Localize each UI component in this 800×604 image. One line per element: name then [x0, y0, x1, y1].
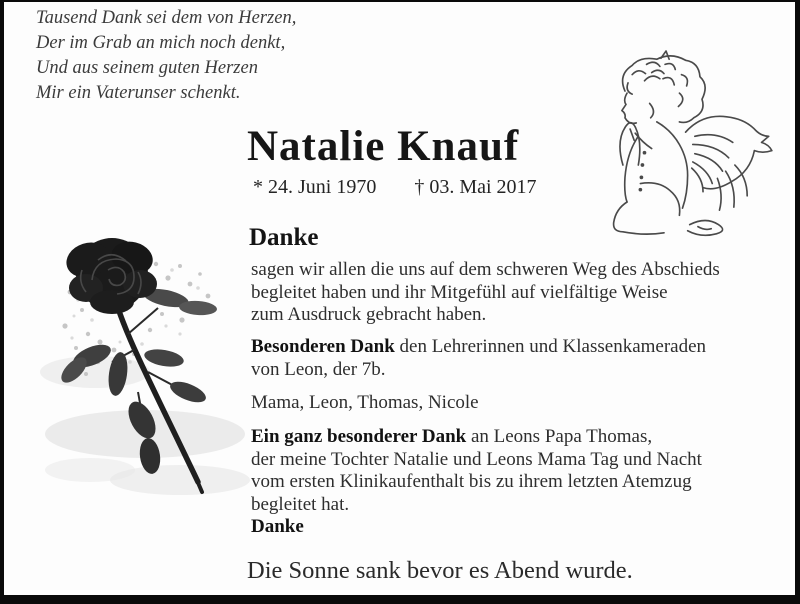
text-line: begleitet haben und ihr Mitgefühl auf vielfältige Weise — [251, 281, 668, 303]
text-line: vom ersten Klinikaufenthalt bis zu ihrem letzten Atemzug — [251, 471, 692, 492]
general-thanks-paragraph — [251, 259, 720, 327]
text-span: den Lehrerinnen und Klassenkameraden — [394, 336, 707, 357]
poem-line: Mir ein Vaterunser schenkt. — [36, 83, 241, 103]
text-span: an Leons Papa Thomas, — [466, 426, 653, 447]
text-line: der meine Tochter Natalie und Leons Mama Tag und Nacht — [251, 448, 702, 470]
text-line — [251, 426, 702, 449]
death-date: † 03. Mai 2017 — [414, 176, 537, 198]
memorial-poem — [36, 6, 296, 106]
deceased-name: Natalie Knauf — [247, 123, 520, 170]
poem-line: Der im Grab an mich noch denkt, — [36, 33, 286, 53]
life-dates — [253, 176, 537, 199]
text-line — [251, 336, 706, 359]
birth-date: * 24. Juni 1970 — [253, 176, 377, 198]
closing-danke: Danke — [251, 516, 304, 537]
personal-thanks-paragraph — [251, 426, 702, 539]
scan-edge-top — [0, 0, 800, 2]
personal-thanks-lead: Ein ganz besonderer Dank — [251, 426, 467, 447]
poem-line: Und aus seinem guten Herzen — [36, 58, 258, 78]
family-signature: Mama, Leon, Thomas, Nicole — [251, 392, 479, 413]
scan-edge-left — [0, 0, 4, 604]
special-thanks-lead: Besonderen Dank — [251, 336, 395, 357]
text-line: von Leon, der 7b. — [251, 358, 386, 380]
closing-motto: Die Sonne sank bevor es Abend wurde. — [247, 557, 633, 584]
text-line: zum Ausdruck gebracht haben. — [251, 304, 487, 325]
thanks-heading: Danke — [249, 224, 319, 251]
scan-edge-right — [795, 0, 800, 604]
black-rose-icon — [30, 222, 250, 522]
text-line: sagen wir allen die uns auf dem schweren Weg des Abschieds — [251, 259, 720, 280]
poem-line: Tausend Dank sei dem von Herzen, — [36, 8, 297, 28]
scan-edge-bottom — [0, 595, 800, 604]
text-line: begleitet hat. — [251, 493, 350, 515]
special-thanks-paragraph — [251, 336, 706, 381]
praying-angel-icon — [593, 50, 773, 240]
